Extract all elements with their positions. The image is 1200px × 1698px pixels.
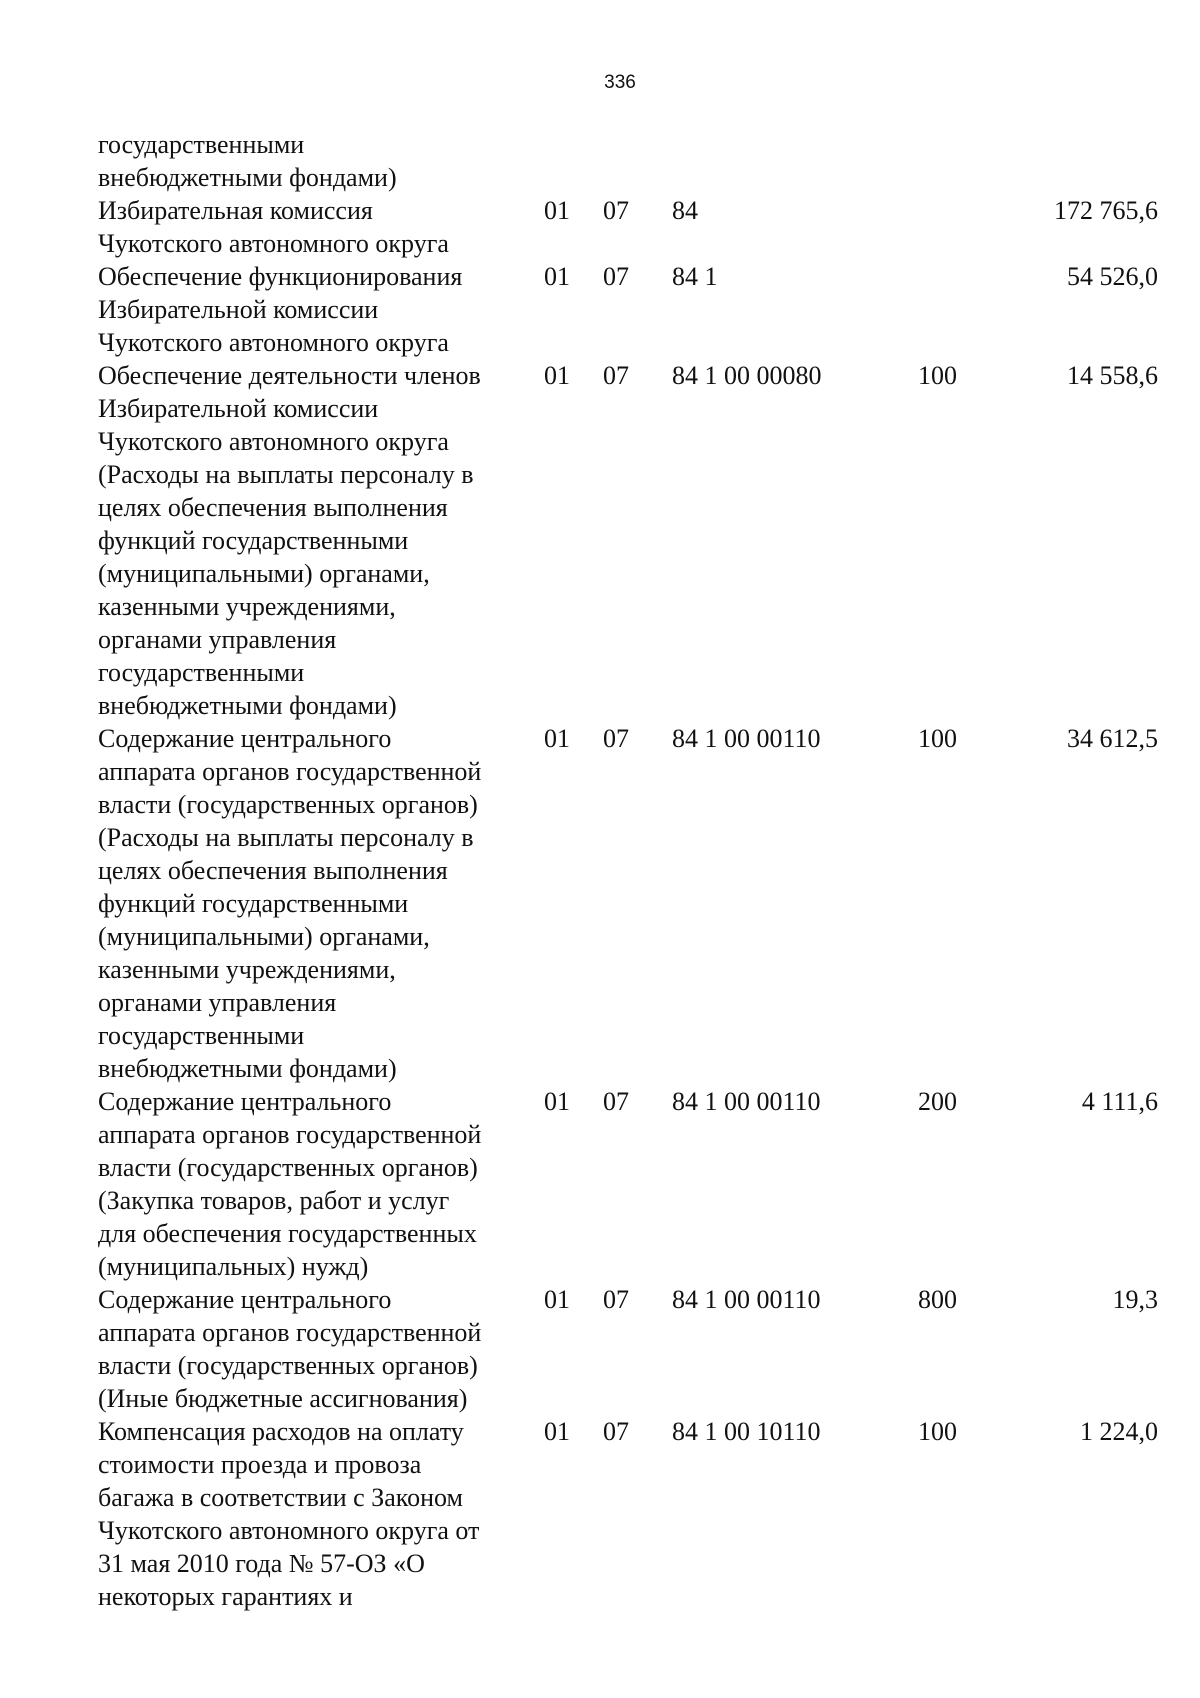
row-expense-type-code: 200 [918,1087,957,1116]
row-target-code: 84 1 00 00110 [672,1087,821,1116]
row-subsection-code: 07 [603,1417,629,1446]
row-name: государственными внебюджетными фондами) [98,130,397,192]
row-section-code: 01 [544,724,570,753]
row-amount: 19,3 [1112,1285,1158,1314]
row-name: Обеспечение функционирования Избирательной комиссии Чукотского автономного округа [98,262,463,357]
row-expense-type-code: 800 [918,1285,957,1314]
row-subsection-code: 07 [603,196,629,225]
row-amount: 4 111,6 [1081,1087,1158,1116]
table-row [98,1283,1158,1415]
row-target-code: 84 1 00 00110 [672,724,821,753]
row-name: Компенсация расходов на оплату стоимости проезда и провоза багажа в соответствии с Законом Чукотского автономного округа от 31 мая 2010 года № 57-ОЗ «О некоторых гарантиях и [98,1417,480,1611]
row-subsection-code: 07 [603,361,629,390]
row-name: Содержание центрального аппарата органов государственной власти (государственных органов) (Закупка товаров, работ и услуг для обеспечения государственных (муниципальных) нужд) [98,1087,482,1281]
row-expense-type-code: 100 [918,1417,957,1446]
row-target-code: 84 1 [672,262,718,291]
row-target-code: 84 [672,196,698,225]
page-number: 336 [604,72,636,93]
row-name: Содержание центрального аппарата органов государственной власти (государственных органов) (Иные бюджетные ассигнования) [98,1285,482,1413]
budget-table [98,128,1158,1613]
row-section-code: 01 [544,361,570,390]
row-subsection-code: 07 [603,1285,629,1314]
row-amount: 1 224,0 [1080,1417,1158,1446]
row-target-code: 84 1 00 10110 [672,1417,821,1446]
row-subsection-code: 07 [603,724,629,753]
row-amount: 172 765,6 [1054,196,1158,225]
row-expense-type-code: 100 [918,724,957,753]
table-row [98,1085,1158,1283]
row-section-code: 01 [544,262,570,291]
table-row [98,359,1158,722]
row-expense-type-code: 100 [918,361,957,390]
table-row [98,1415,1158,1613]
row-amount: 14 558,6 [1067,361,1158,390]
table-row [98,128,1158,194]
row-section-code: 01 [544,1417,570,1446]
table-row [98,194,1158,260]
row-name: Избирательная комиссия Чукотского автономного округа [98,196,449,258]
row-name: Содержание центрального аппарата органов государственной власти (государственных органов) (Расходы на выплаты персоналу в целях обеспечения выполнения функций государственными (муниципальными) органами, казенными учреждениями, органами управления государственными внебюджетными фондами) [98,724,482,1083]
row-section-code: 01 [544,1087,570,1116]
row-amount: 34 612,5 [1067,724,1158,753]
row-subsection-code: 07 [603,262,629,291]
row-target-code: 84 1 00 00110 [672,1285,821,1314]
table-row [98,260,1158,359]
row-subsection-code: 07 [603,1087,629,1116]
row-amount: 54 526,0 [1067,262,1158,291]
table-row [98,722,1158,1085]
row-section-code: 01 [544,196,570,225]
row-target-code: 84 1 00 00080 [672,361,822,390]
row-name: Обеспечение деятельности членов Избирательной комиссии Чукотского автономного округа (Расходы на выплаты персоналу в целях обеспечения выполнения функций государственными (муниципальными) органами, казенными учреждениями, органами управления государственными внебюджетными фондами) [98,361,481,720]
row-section-code: 01 [544,1285,570,1314]
